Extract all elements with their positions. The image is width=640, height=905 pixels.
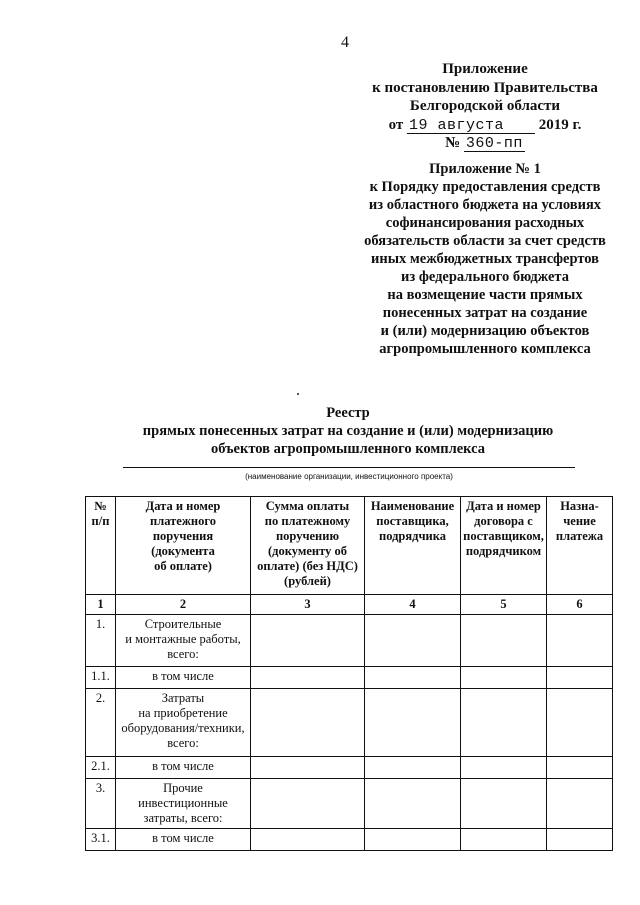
empty-cell — [251, 615, 365, 667]
row-number: 1.1. — [86, 667, 116, 689]
row-description: Затраты на приобретение оборудования/техники, всего: — [116, 689, 251, 757]
column-number: 2 — [116, 595, 251, 615]
header-purpose — [547, 497, 613, 595]
column-number-row — [86, 595, 613, 615]
header-payment-amount — [251, 497, 365, 595]
empty-cell — [461, 667, 547, 689]
column-number: 4 — [365, 595, 461, 615]
appendix-sub-line: понесенных затрат на создание — [382, 305, 588, 321]
table-row — [86, 757, 613, 779]
row-description: Прочие инвестиционные затраты, всего: — [116, 779, 251, 829]
header-label: № п/п — [91, 499, 110, 528]
table-row — [86, 667, 613, 689]
number-prefix: № — [445, 135, 461, 151]
header-contract — [461, 497, 547, 595]
appendix-sub-line: и (или) модернизацию объектов — [380, 323, 590, 339]
register-subtitle-2: объектов агропромышленного комплекса — [210, 441, 486, 457]
row-number: 2. — [86, 689, 116, 757]
appendix-sub-line: иных межбюджетных трансфертов — [370, 251, 599, 267]
row-number: 2.1. — [86, 757, 116, 779]
date-prefix: от — [388, 116, 404, 133]
header-payment-order — [116, 497, 251, 595]
empty-cell — [547, 779, 613, 829]
appendix-sub-line: Приложение № 1 — [429, 161, 541, 177]
empty-cell — [461, 779, 547, 829]
appendix-line-1: к постановлению Правительства — [372, 79, 598, 96]
empty-cell — [461, 689, 547, 757]
appendix-number-line — [340, 134, 630, 153]
row-number: 1. — [86, 615, 116, 667]
row-description: в том числе — [116, 757, 251, 779]
header-number — [86, 497, 116, 595]
handwritten-number: 360-пп — [465, 135, 523, 152]
empty-cell — [251, 667, 365, 689]
appendix-line-2: Белгородской области — [409, 98, 561, 114]
row-description: Строительные и монтажные работы, всего: — [116, 615, 251, 667]
empty-cell — [251, 689, 365, 757]
column-number: 6 — [547, 595, 613, 615]
header-supplier — [365, 497, 461, 595]
appendix-sub-line: агропромышленного комплекса — [379, 341, 591, 357]
register-subtitle-1: прямых понесенных затрат на создание и (или) модернизацию — [142, 423, 554, 439]
appendix-sub-header — [335, 160, 635, 358]
registry-table — [85, 496, 613, 851]
empty-cell — [251, 779, 365, 829]
table-row — [86, 689, 613, 757]
header-label: Сумма оплаты по платежному поручению (документу об оплате) (без НДС) (рублей) — [257, 499, 358, 588]
register-heading — [60, 404, 636, 458]
empty-cell — [547, 667, 613, 689]
table-row — [86, 615, 613, 667]
empty-cell — [251, 829, 365, 851]
empty-cell — [365, 757, 461, 779]
appendix-title: Приложение — [442, 61, 528, 77]
empty-cell — [461, 615, 547, 667]
header-label: Дата и номер платежного поручения (документа об оплате) — [145, 499, 221, 573]
header-label: Дата и номер договора с поставщиком, подрядчиком — [463, 499, 544, 558]
row-description: в том числе — [116, 829, 251, 851]
scan-speck — [297, 393, 299, 395]
register-title: Реестр — [326, 405, 370, 421]
empty-cell — [365, 615, 461, 667]
empty-cell — [547, 689, 613, 757]
handwritten-date: 19 августа — [407, 118, 535, 134]
column-number: 3 — [251, 595, 365, 615]
table-row — [86, 829, 613, 851]
page-number: 4 — [341, 34, 349, 51]
organization-fill-line — [123, 467, 575, 468]
empty-cell — [251, 757, 365, 779]
header-label: Наименование поставщика, подрядчика — [370, 499, 455, 543]
empty-cell — [365, 829, 461, 851]
organization-caption: (наименование организации, инвестиционного проекта) — [245, 472, 453, 481]
header-label: Назна- чение платежа — [555, 499, 604, 543]
column-number: 1 — [86, 595, 116, 615]
empty-cell — [547, 757, 613, 779]
appendix-sub-line: на возмещение части прямых — [387, 287, 583, 303]
row-number: 3. — [86, 779, 116, 829]
column-number: 5 — [461, 595, 547, 615]
empty-cell — [547, 829, 613, 851]
empty-cell — [461, 829, 547, 851]
table-row — [86, 779, 613, 829]
appendix-main-header — [340, 60, 630, 153]
row-description: в том числе — [116, 667, 251, 689]
empty-cell — [461, 757, 547, 779]
empty-cell — [547, 615, 613, 667]
empty-cell — [365, 779, 461, 829]
appendix-date-line — [340, 116, 630, 135]
empty-cell — [365, 689, 461, 757]
appendix-sub-line: к Порядку предоставления средств — [369, 179, 601, 195]
appendix-sub-line: обязательств области за счет средств — [364, 233, 606, 249]
appendix-sub-line: из федерального бюджета — [401, 269, 569, 285]
date-suffix: 2019 г. — [538, 116, 582, 133]
row-number: 3.1. — [86, 829, 116, 851]
appendix-sub-line: из областного бюджета на условиях — [368, 197, 602, 213]
appendix-sub-line: софинансирования расходных — [385, 215, 585, 231]
empty-cell — [365, 667, 461, 689]
